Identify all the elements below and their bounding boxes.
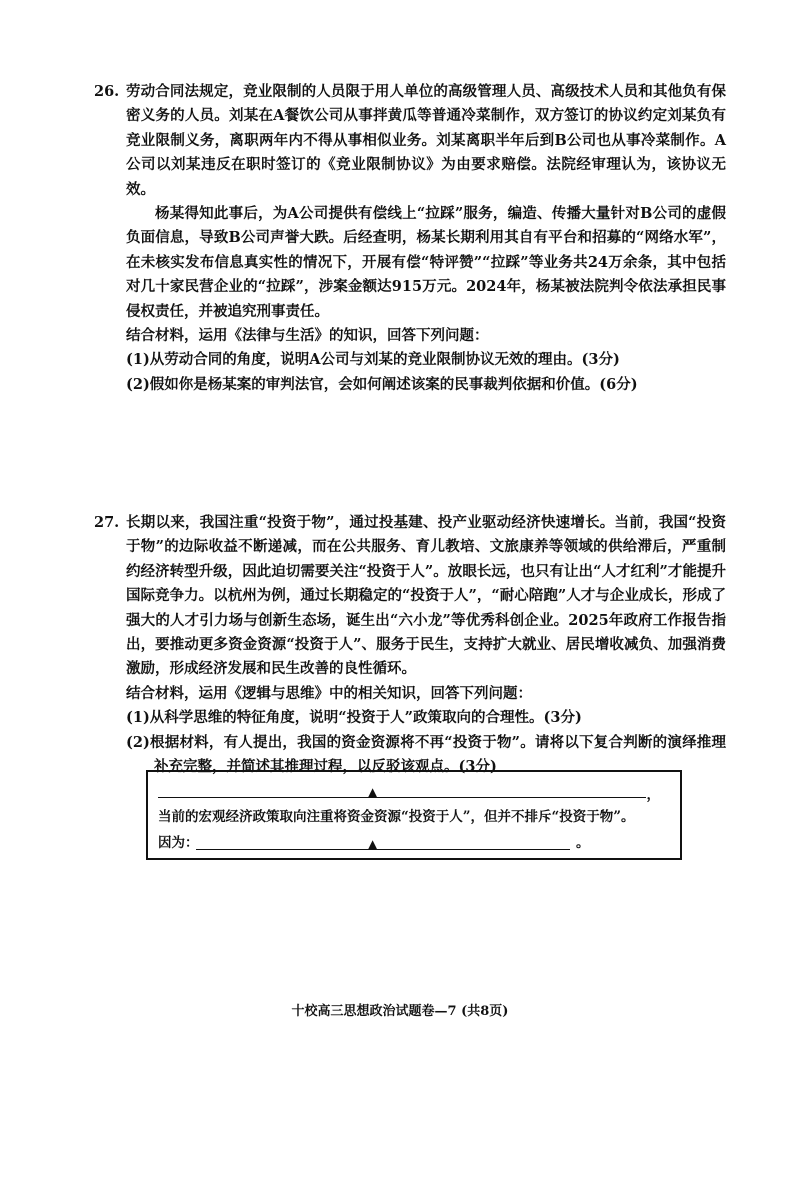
conclusion-statement: 当前的宏观经济政策取向注重将资金资源“投资于人”，但并不排斥“投资于物”。 <box>158 809 635 825</box>
material-paragraph: 长期以来，我国注重“投资于物”，通过投基建、投产业驱动经济快速增长。当前，我国“投资于物”的边际收益不断递减，而在公共服务、育儿教培、文旅康养等领域的供给滞后，严重制约经济转型升级，因此迫切需要关注“投资于人”。放眼长远，也只有让出“人才红利”才能提升国际竞争力。以杭州为例，通过长期稳定的“投资于人”，“耐心陪跑”人才与企业成长，形成了强大的人才引力场与创新生态场，诞生出“六小龙”等优秀科创企业。2025年政府工作报告指出，要推动更多资金资源“投资于人”、服务于民生，支持扩大就业、居民增收减负、加强消费激励，形成经济发展和民生改善的良性循环。 <box>126 514 726 678</box>
material-paragraph: 杨某得知此事后，为A公司提供有偿线上“拉踩”服务，编造、传播大量针对B公司的虚假负面信息，导致B公司声誉大跌。后经查明，杨某长期利用其自有平台和招募的“网络水军”，在未核实发布信息真实性的情况下，开展有偿“特评赞”“拉踩”等业务共24万余条，其中包括对几十家民营企业的“拉踩”，涉案金额达915万元。2024年，杨某被法院判令依法承担民事侵权责任，并被追究刑事责任。 <box>126 205 726 320</box>
fill-blank-line[interactable] <box>158 778 670 804</box>
comma-mark: ， <box>646 787 660 803</box>
sub-question: (2)假如你是杨某案的审判法官，会如何阐述该案的民事裁判依据和价值。(6分) <box>126 375 638 393</box>
sub-question: (2)根据材料，有人提出，我国的资金资源将不再“投资于物”。请将以下复合判断的演绎推理补充完整，并简述其推理过程，以反驳该观点。(3分) <box>126 733 726 776</box>
answer-box <box>146 770 682 860</box>
period-mark: 。 <box>576 835 590 851</box>
page-footer: 十校高三思想政治试题卷—7 (共8页) <box>291 1004 509 1019</box>
because-line[interactable] <box>158 830 670 856</box>
question-number: 27. <box>94 514 120 531</box>
instruction: 结合材料，运用《逻辑与思维》中的相关知识，回答下列问题： <box>126 684 532 702</box>
blank-marker-icon: ▲ <box>368 837 378 851</box>
instruction: 结合材料，运用《法律与生活》的知识，回答下列问题： <box>126 327 489 345</box>
question-26 <box>96 80 726 397</box>
question-body <box>96 511 726 779</box>
sub-question: (1)从劳动合同的角度，说明A公司与刘某的竞业限制协议无效的理由。(3分) <box>126 351 620 369</box>
question-27 <box>96 511 726 779</box>
because-label: 因为： <box>158 835 199 851</box>
sub-question: (1)从科学思维的特征角度，说明“投资于人”政策取向的合理性。(3分) <box>126 709 582 727</box>
blank-underline <box>158 797 646 798</box>
material-paragraph: 劳动合同法规定，竞业限制的人员限于用人单位的高级管理人员、高级技术人员和其他负有保密义务的人员。刘某在A餐饮公司从事拌黄瓜等普通冷菜制作，双方签订的协议约定刘某负有竞业限制义务，离职两年内不得从事相似业务。刘某离职半年后到B公司也从事冷菜制作。A公司以刘某违反在职时签订的《竞业限制协议》为由要求赔偿。法院经审理认为，该协议无效。 <box>126 83 726 198</box>
blank-underline <box>196 849 570 850</box>
blank-marker-icon: ▲ <box>368 785 378 799</box>
question-body <box>96 80 726 397</box>
question-number: 26. <box>94 83 120 100</box>
